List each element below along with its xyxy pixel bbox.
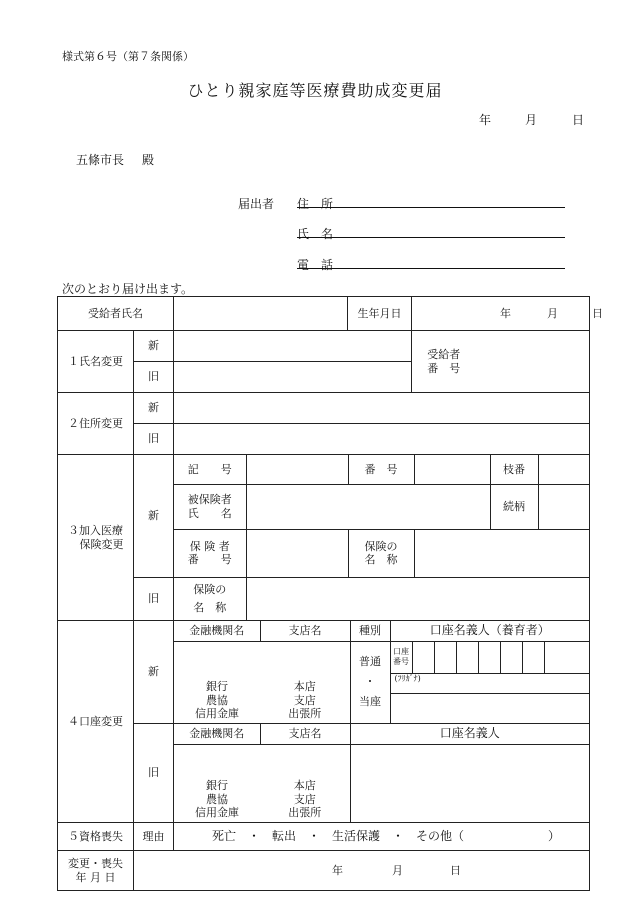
insurer-number-label-2: 番 号 (187, 553, 232, 567)
reason-options[interactable]: 死亡 ・ 転出 ・ 生活保護 ・ その他（ ） (174, 823, 590, 851)
holder-guardian-label: 口座名義人（養育者） (390, 621, 589, 641)
bank-option[interactable]: 銀行 (206, 679, 228, 693)
section-insurance-change-1: ３加入医療 (68, 523, 123, 537)
declarant-label: 届出者 (238, 197, 275, 211)
insurance-name-old-label (174, 578, 246, 620)
account-digit-3[interactable] (456, 641, 478, 673)
birth-day-label: 日 (592, 306, 604, 320)
addressee-name: 五條市長 (76, 153, 125, 167)
phone-label: 電 話 (297, 258, 334, 272)
name-old-field[interactable] (174, 362, 412, 393)
account-holder-new-field[interactable] (390, 693, 589, 723)
nokyo-option-old[interactable]: 農協 (206, 792, 228, 806)
change-year-label: 年 (332, 863, 343, 877)
honten-option-old[interactable]: 本店 (293, 778, 316, 792)
address-old-label: 旧 (134, 424, 174, 455)
reason-label: 理由 (134, 823, 174, 851)
change-date-label (58, 851, 134, 891)
insurance-name-new-label-1: 保険の (364, 539, 398, 553)
insurance-new-label: 新 (134, 455, 174, 578)
birth-year-label: 年 (500, 306, 512, 320)
relation-field[interactable] (538, 485, 590, 530)
account-holder-old-field[interactable] (350, 744, 589, 822)
shiten-option-old[interactable]: 支店 (293, 792, 316, 806)
bangou-field[interactable] (414, 455, 490, 485)
insurance-name-old-label-1: 保険の (193, 583, 227, 597)
bank-option-old[interactable]: 銀行 (206, 778, 228, 792)
date-day-label: 日 (572, 113, 585, 127)
bangou-label: 番 号 (348, 455, 414, 485)
shinkin-option-old[interactable]: 信用金庫 (195, 806, 239, 820)
insurer-number-label-1: 保 険 者 (189, 539, 230, 553)
separator-dot: ・ (364, 675, 376, 689)
phone-field[interactable] (297, 268, 565, 269)
account-digit-4[interactable] (478, 641, 500, 673)
change-date-label-2: 年 月 日 (75, 870, 116, 884)
nokyo-option[interactable]: 農協 (206, 693, 228, 707)
address-old-field[interactable] (174, 424, 590, 455)
kigou-label: 記 号 (174, 455, 246, 485)
shucchojo-option-old[interactable]: 出張所 (288, 806, 322, 820)
insurer-number-label (174, 529, 246, 577)
edaban-label: 枝番 (490, 455, 538, 485)
recipient-name-field[interactable] (174, 297, 348, 331)
birthdate-label: 生年月日 (348, 297, 412, 331)
insurance-old-label: 旧 (134, 578, 174, 621)
section-insurance-change (58, 455, 134, 621)
insurance-old-table (174, 578, 589, 620)
branch-type-list-new (260, 641, 350, 723)
relation-label: 続柄 (490, 485, 538, 530)
bank-name-label: 金融機関名 (174, 621, 260, 641)
bank-type-list-old (174, 744, 260, 822)
account-old-label: 旧 (134, 724, 174, 823)
account-digit-5[interactable] (500, 641, 522, 673)
account-digit-6[interactable] (522, 641, 544, 673)
account-number-label-1: 口座 (393, 647, 409, 657)
name-new-field[interactable] (174, 331, 412, 362)
edaban-field[interactable] (538, 455, 590, 485)
change-date-field[interactable] (134, 851, 590, 891)
account-old-table (174, 724, 589, 822)
birth-month-label: 月 (547, 306, 559, 320)
section-account-change: ４口座変更 (58, 621, 134, 823)
address-label: 住 所 (297, 197, 334, 211)
recipient-number-label-2: 番 号 (427, 361, 461, 375)
account-digit-1[interactable] (412, 641, 434, 673)
furigana-label: (ﾌﾘｶﾞﾅ) (390, 673, 589, 693)
honten-option[interactable]: 本店 (293, 679, 316, 693)
name-field[interactable] (297, 237, 565, 238)
change-month-label: 月 (392, 863, 403, 877)
bank-name-old-label: 金融機関名 (174, 724, 260, 744)
change-day-label: 日 (450, 863, 461, 877)
insurance-name-old-field[interactable] (246, 578, 589, 620)
shiten-option[interactable]: 支店 (293, 693, 316, 707)
addressee (76, 151, 154, 168)
account-digit-7[interactable] (544, 641, 589, 673)
touza-option[interactable]: 当座 (359, 695, 381, 709)
address-new-field[interactable] (174, 393, 590, 424)
name-old-label: 旧 (134, 362, 174, 393)
insurer-number-field[interactable] (246, 529, 348, 577)
insurance-name-old-label-2: 名 称 (193, 601, 227, 614)
kigou-field[interactable] (246, 455, 348, 485)
futsu-option[interactable]: 普通 (359, 655, 381, 669)
account-type-options (350, 641, 390, 723)
insurance-new-table (174, 455, 590, 577)
name-label: 氏 名 (297, 227, 334, 241)
recipient-number-label-1: 受給者 (427, 347, 461, 361)
bank-type-list-new (174, 641, 260, 723)
branch-name-old-label: 支店名 (260, 724, 350, 744)
insured-name-field[interactable] (246, 485, 490, 530)
insured-name-label-2: 氏 名 (187, 507, 232, 521)
shinkin-option[interactable]: 信用金庫 (195, 707, 239, 721)
insurance-name-new-label-2: 名 称 (364, 553, 398, 567)
holder-old-label: 口座名義人 (350, 724, 589, 744)
birthdate-field[interactable] (412, 297, 604, 331)
branch-name-label: 支店名 (260, 621, 350, 641)
change-form-table (57, 296, 604, 891)
section-insurance-change-2: 保険変更 (79, 537, 124, 551)
account-number-label-2: 番号 (393, 657, 409, 666)
account-new-label: 新 (134, 621, 174, 724)
form-title: ひとり親家庭等医療費助成変更届 (187, 81, 443, 100)
recipient-number-field[interactable] (476, 331, 590, 393)
addressee-honorific: 殿 (142, 153, 155, 167)
section-loss-of-eligibility: ５資格喪失 (58, 823, 134, 851)
intro-text: 次のとおり届け出ます。 (62, 282, 194, 296)
account-type-label: 種別 (350, 621, 390, 641)
date-year-label: 年 (479, 113, 492, 127)
account-digit-2[interactable] (434, 641, 456, 673)
insurance-name-new-label (348, 529, 414, 577)
section-name-change: １氏名変更 (58, 331, 134, 393)
recipient-name-label: 受給者氏名 (58, 297, 174, 331)
section-address-change: ２住所変更 (58, 393, 134, 455)
change-date-label-1: 変更・喪失 (68, 856, 123, 870)
insured-name-label (174, 485, 246, 530)
insured-name-label-1: 被保険者 (187, 493, 232, 507)
branch-type-list-old (260, 744, 350, 822)
insurance-name-new-field[interactable] (414, 529, 590, 577)
account-number-label (390, 641, 412, 673)
form-number: 様式第６号（第７条関係） (62, 50, 194, 63)
address-new-label: 新 (134, 393, 174, 424)
name-new-label: 新 (134, 331, 174, 362)
date-month-label: 月 (525, 113, 538, 127)
shucchojo-option[interactable]: 出張所 (288, 707, 322, 721)
address-field[interactable] (297, 207, 565, 208)
account-new-table (174, 621, 589, 723)
recipient-number-label (412, 331, 476, 393)
